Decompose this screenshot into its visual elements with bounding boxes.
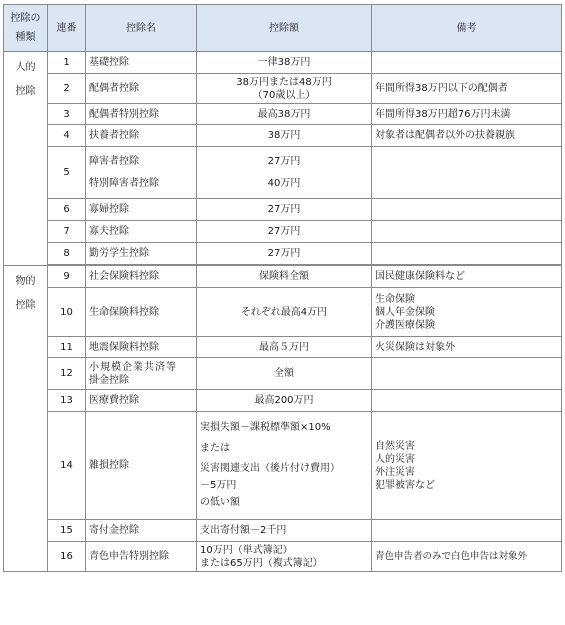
amount-line: 10万円（単式簿記） xyxy=(200,544,293,556)
table-row xyxy=(4,337,562,358)
row-number: 15 xyxy=(48,520,86,542)
row-number: 13 xyxy=(48,390,86,412)
name-line: 障害者控除 xyxy=(89,155,139,167)
row-name: 社会保険料控除 xyxy=(86,266,197,288)
row-number: 6 xyxy=(48,199,86,221)
amount-line: 実損失額－課税標準額×10% xyxy=(200,422,331,433)
row-amount xyxy=(197,412,372,520)
row-amount: 最高５万円 xyxy=(197,337,372,358)
amount-line: 40万円 xyxy=(267,177,301,189)
row-amount: 27万円 xyxy=(197,243,372,265)
row-name xyxy=(86,147,197,199)
note-line: 生命保険 xyxy=(375,293,415,305)
row-name: 扶養者控除 xyxy=(86,125,197,147)
amount-line: 災害関連支出（後片付け費用） xyxy=(200,463,340,474)
row-note xyxy=(372,520,562,542)
row-amount xyxy=(197,542,372,572)
row-note: 対象者は配偶者以外の扶養親族 xyxy=(372,125,562,147)
row-amount: 支出寄付額－2千円 xyxy=(197,520,372,542)
note-line: 個人年金保険 xyxy=(375,306,435,318)
row-amount xyxy=(197,74,372,104)
header-type-line2: 種類 xyxy=(15,32,36,43)
row-amount: 最高200万円 xyxy=(197,390,372,412)
row-name: 雑損控除 xyxy=(86,412,197,520)
amount-line: 27万円 xyxy=(267,155,301,167)
row-name: 青色申告特別控除 xyxy=(86,542,197,572)
row-note: 国民健康保険料など xyxy=(372,266,562,288)
table-row xyxy=(4,104,562,125)
table-row xyxy=(4,358,562,390)
group-label-line2: 控除 xyxy=(15,300,36,311)
table-row xyxy=(4,221,562,243)
row-note xyxy=(372,412,562,520)
row-amount xyxy=(197,147,372,199)
table-row xyxy=(4,52,562,74)
note-line: 外注災害 xyxy=(375,466,415,478)
table-row xyxy=(4,390,562,412)
group-material xyxy=(4,266,48,572)
row-amount: それぞれ最高4万円 xyxy=(197,288,372,337)
row-note: 年間所得38万円以下の配偶者 xyxy=(372,74,562,104)
table-row xyxy=(4,520,562,542)
table-row xyxy=(4,412,562,520)
row-number: 4 xyxy=(48,125,86,147)
row-number: 16 xyxy=(48,542,86,572)
row-note: 年間所得38万円超76万円未満 xyxy=(372,104,562,125)
row-note xyxy=(372,199,562,221)
table-row xyxy=(4,288,562,337)
row-number: 12 xyxy=(48,358,86,390)
row-amount: 27万円 xyxy=(197,221,372,243)
note-line: 介護医療保険 xyxy=(375,319,435,331)
row-amount: 全額 xyxy=(197,358,372,390)
note-line: 犯罪被害など xyxy=(375,479,435,491)
name-line: 特別障害者控除 xyxy=(89,177,159,189)
header-row xyxy=(4,5,562,52)
header-type xyxy=(4,5,48,52)
row-name: 寡夫控除 xyxy=(86,221,197,243)
group-label-line1: 物的 xyxy=(15,276,36,287)
header-name: 控除名 xyxy=(86,5,197,52)
amount-line: －5万円 xyxy=(200,480,237,491)
row-number: 11 xyxy=(48,337,86,358)
row-number: 1 xyxy=(48,52,86,74)
amount-line: 38万円または48万円 xyxy=(236,76,332,88)
row-note xyxy=(372,288,562,337)
note-line: 人的災害 xyxy=(375,453,415,465)
row-amount: 38万円 xyxy=(197,125,372,147)
row-name xyxy=(86,358,197,390)
amount-line: または65万円（複式簿記） xyxy=(200,557,323,569)
amount-line: の低い額 xyxy=(200,497,240,508)
deduction-table xyxy=(3,4,562,572)
row-name: 勤労学生控除 xyxy=(86,243,197,265)
row-number: 7 xyxy=(48,221,86,243)
row-note xyxy=(372,221,562,243)
table-row xyxy=(4,74,562,104)
row-number: 3 xyxy=(48,104,86,125)
header-note: 備考 xyxy=(372,5,562,52)
row-number: 9 xyxy=(48,266,86,288)
row-note xyxy=(372,358,562,390)
row-name: 配偶者控除 xyxy=(86,74,197,104)
row-name: 寄付金控除 xyxy=(86,520,197,542)
row-number: 5 xyxy=(48,147,86,199)
row-name: 生命保険料控除 xyxy=(86,288,197,337)
table-row xyxy=(4,266,562,288)
row-amount: 一律38万円 xyxy=(197,52,372,74)
table-row xyxy=(4,125,562,147)
row-name: 医療費控除 xyxy=(86,390,197,412)
group-personal xyxy=(4,52,48,266)
row-note xyxy=(372,52,562,74)
table-row xyxy=(4,147,562,199)
name-line: 掛金控除 xyxy=(89,374,129,386)
header-amount: 控除額 xyxy=(197,5,372,52)
group-label-line2: 控除 xyxy=(15,86,36,97)
row-note: 青色申告者のみで白色申告は対象外 xyxy=(372,542,562,572)
row-amount: 27万円 xyxy=(197,199,372,221)
row-amount: 最高38万円 xyxy=(197,104,372,125)
row-name: 配偶者特別控除 xyxy=(86,104,197,125)
row-note xyxy=(372,390,562,412)
row-amount: 保険料全額 xyxy=(197,266,372,288)
header-type-line1: 控除の xyxy=(10,13,41,24)
table-row xyxy=(4,542,562,572)
row-number: 10 xyxy=(48,288,86,337)
table-row xyxy=(4,199,562,221)
group-label-line1: 人的 xyxy=(15,62,36,73)
deduction-table-container xyxy=(3,4,562,572)
row-note: 火災保険は対象外 xyxy=(372,337,562,358)
note-line: 自然災害 xyxy=(375,440,415,452)
amount-line: （70歳以上） xyxy=(252,89,316,101)
row-name: 寡婦控除 xyxy=(86,199,197,221)
table-row xyxy=(4,243,562,265)
row-note xyxy=(372,147,562,199)
row-name: 基礎控除 xyxy=(86,52,197,74)
row-number: 8 xyxy=(48,243,86,265)
amount-line: または xyxy=(200,443,230,454)
row-note xyxy=(372,243,562,265)
row-number: 2 xyxy=(48,74,86,104)
row-name: 地震保険料控除 xyxy=(86,337,197,358)
row-number: 14 xyxy=(48,412,86,520)
name-line: 小規模企業共済等 xyxy=(89,361,177,373)
header-number: 連番 xyxy=(48,5,86,52)
